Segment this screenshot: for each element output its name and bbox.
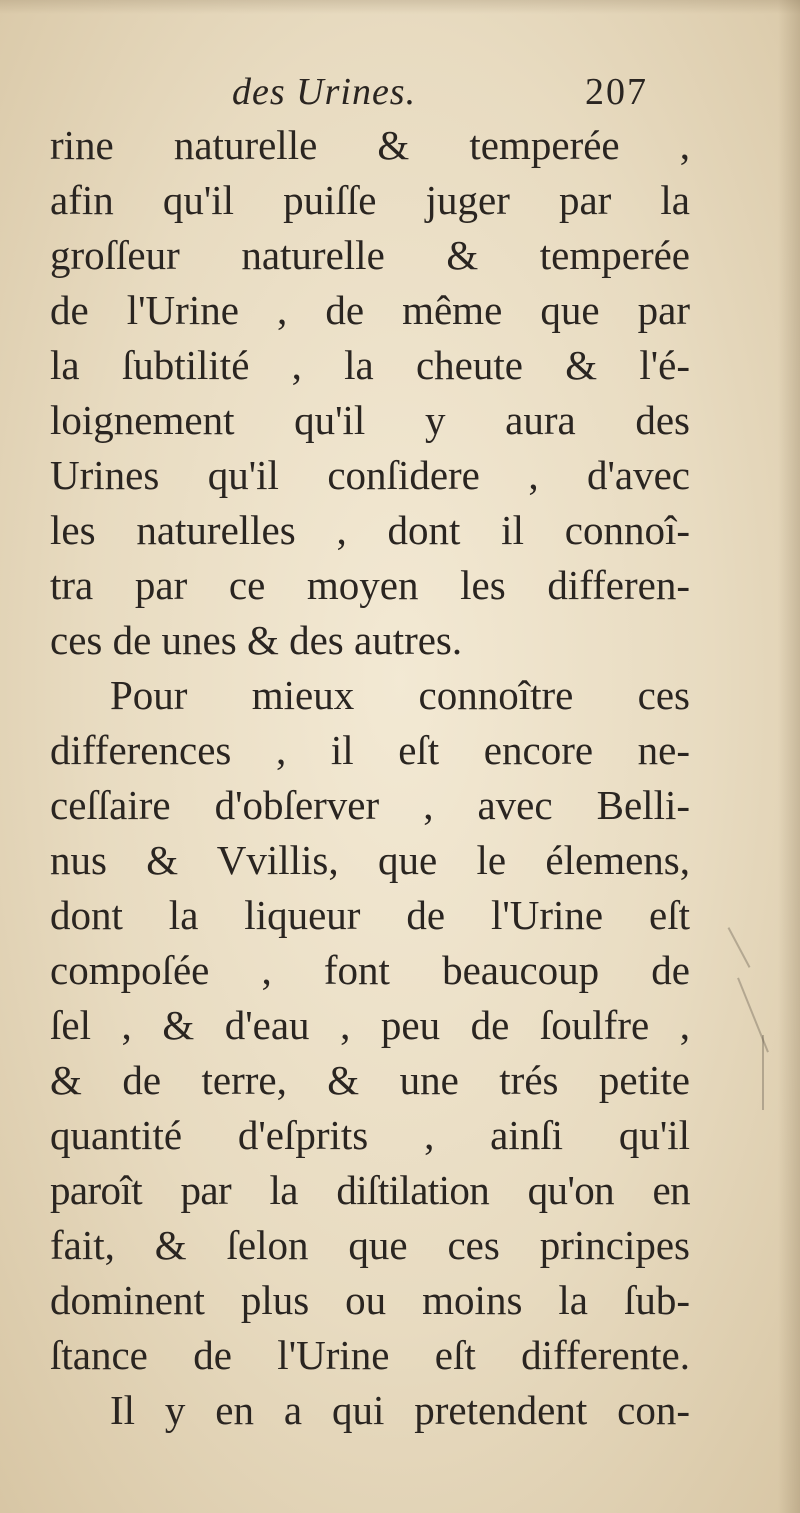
- text-line-24: Il y en a qui pretendent con-: [110, 1387, 690, 1433]
- text-line-16: compoſée , font beaucoup de: [50, 947, 690, 993]
- text-line-12: differences , il eſt encore ne-: [50, 727, 690, 773]
- text-line-8: les naturelles , dont il connoî-: [50, 507, 690, 553]
- running-head: des Urines.: [232, 71, 417, 113]
- text-line-10: ces de unes & des autres.: [50, 617, 463, 663]
- text-line-22: dominent plus ou moins la ſub-: [50, 1277, 690, 1323]
- page-number: 207: [585, 71, 648, 113]
- text-line-17: ſel , & d'eau , peu de ſoulfre ,: [50, 1002, 690, 1048]
- text-line-13: ceſſaire d'obſerver , avec Belli-: [50, 782, 690, 828]
- text-line-3: groſſeur naturelle & temperée: [50, 232, 690, 278]
- text-line-2: afin qu'il puiſſe juger par la: [50, 177, 690, 223]
- text-line-6: loignement qu'il y aura des: [50, 397, 690, 443]
- text-line-11: Pour mieux connoître ces: [110, 672, 690, 718]
- text-line-20: paroît par la diſtilation qu'on en: [50, 1167, 690, 1213]
- ink-mark-1: [728, 927, 751, 968]
- text-line-19: quantité d'eſprits , ainſi qu'il: [50, 1112, 690, 1158]
- text-line-5: la ſubtilité , la cheute & l'é-: [50, 342, 690, 388]
- text-line-14: nus & Vvillis, que le élemens,: [50, 837, 690, 883]
- ink-mark-3: [762, 1035, 764, 1110]
- body-text: [50, 118, 690, 1438]
- text-line-7: Urines qu'il conſidere , d'avec: [50, 452, 690, 498]
- text-line-4: de l'Urine , de même que par: [50, 287, 690, 333]
- text-line-1: rine naturelle & temperée ,: [50, 122, 690, 168]
- text-line-21: fait, & ſelon que ces principes: [50, 1222, 690, 1268]
- ink-mark-2: [737, 978, 769, 1053]
- text-line-9: tra par ce moyen les differen-: [50, 562, 690, 608]
- page-top-shadow: [0, 0, 800, 14]
- text-line-23: ſtance de l'Urine eſt differente.: [50, 1332, 690, 1378]
- text-line-18: & de terre, & une trés petite: [50, 1057, 690, 1103]
- text-line-15: dont la liqueur de l'Urine eſt: [50, 892, 690, 938]
- page-edge-shadow: [778, 0, 800, 1513]
- page-header: [0, 62, 800, 114]
